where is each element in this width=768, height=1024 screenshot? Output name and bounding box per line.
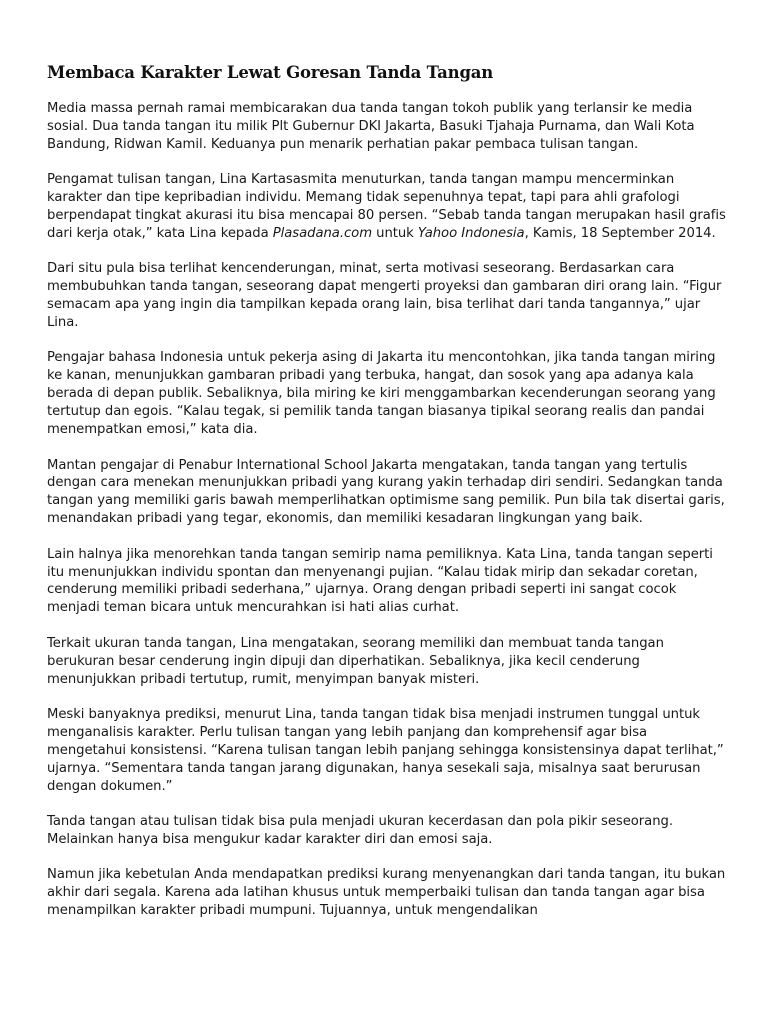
paragraph-2-text-c: untuk bbox=[372, 225, 418, 241]
article-title: Membaca Karakter Lewat Goresan Tanda Tangan bbox=[47, 63, 494, 82]
article-body bbox=[47, 62, 727, 938]
source-yahoo-indonesia: Yahoo Indonesia bbox=[417, 225, 525, 241]
paragraph-7: Terkait ukuran tanda tangan, Lina mengatakan, seorang memiliki dan membuat tanda tangan berukuran besar cenderung ingin dipuji dan diperhatikan. Sebaliknya, jika kecil cenderung menunjukkan pribadi tertutup, rumit, menyimpan banyak misteri. bbox=[47, 635, 664, 687]
paragraph-5: Mantan pengajar di Penabur International School Jakarta mengatakan, tanda tangan yang tertulis dengan cara menekan menunjukkan pribadi yang kurang yakin terhadap diri sendiri. Sedangkan tanda tangan yang memiliki garis bawah memperlihatkan optimisme sang pemilik. Pun bila tak disertai garis, menandakan pribadi yang tegar, ekonomis, dan memiliki kesadaran lingkungan yang baik. bbox=[47, 457, 725, 527]
paragraph-9: Tanda tangan atau tulisan tidak bisa pula menjadi ukuran kecerdasan dan pola pikir seseorang. Melainkan hanya bisa mengukur kadar karakter diri dan emosi saja. bbox=[47, 814, 673, 847]
paragraph-6: Lain halnya jika menorehkan tanda tangan semirip nama pemiliknya. Kata Lina, tanda tangan seperti itu menunjukkan individu spontan dan menyenangi pujian. “Kalau tidak mirip dan sekadar coretan, cenderung memiliki pribadi sederhana,” ujarnya. Orang dengan pribadi seperti ini sangat cocok menjadi teman bicara untuk mencurahkan isi hati alias curhat. bbox=[47, 546, 713, 616]
paragraph-4: Pengajar bahasa Indonesia untuk pekerja asing di Jakarta itu mencontohkan, jika tanda tangan miring ke kanan, menunjukkan gambaran pribadi yang terbuka, hangat, dan sosok yang apa adanya kala berada di depan publik. Sebaliknya, bila miring ke kiri menggambarkan kecenderungan seorang yang tertutup dan egois. “Kalau tegak, si pemilik tanda tangan biasanya tipikal seorang realis dan pandai menempatkan emosi,” kata dia. bbox=[47, 350, 716, 438]
paragraph-2 bbox=[47, 171, 727, 243]
paragraph-8: Meski banyaknya prediksi, menurut Lina, tanda tangan tidak bisa menjadi instrumen tunggal untuk menganalisis karakter. Perlu tulisan tangan yang lebih panjang dan komprehensif agar bisa mengetahui konsistensi. “Karena tulisan tangan lebih panjang sehingga konsistensinya dapat terlihat,” ujarnya. “Sementara tanda tangan jarang digunakan, hanya sesekali saja, misalnya saat berurusan dengan dokumen.” bbox=[47, 706, 724, 794]
paragraph-3: Dari situ pula bisa terlihat kencenderungan, minat, serta motivasi seseorang. Berdasarkan cara membubuhkan tanda tangan, seseorang dapat mengerti proyeksi dan gambaran diri orang lain. “Figur semacam apa yang ingin dia tampilkan kepada orang lain, bisa terlihat dari tanda tangannya,” ujar Lina. bbox=[47, 261, 722, 331]
paragraph-1: Media massa pernah ramai membicarakan dua tanda tangan tokoh publik yang terlansir ke media sosial. Dua tanda tangan itu milik Plt Gubernur DKI Jakarta, Basuki Tjahaja Purnama, dan Wali Kota Bandung, Ridwan Kamil. Keduanya pun menarik perhatian pakar pembaca tulisan tangan. bbox=[47, 101, 695, 152]
paragraph-10: Namun jika kebetulan Anda mendapatkan prediksi kurang menyenangkan dari tanda tangan, itu bukan akhir dari segala. Karena ada latihan khusus untuk memperbaiki tulisan dan tanda tangan agar bisa menampilkan karakter pribadi mumpuni. Tujuannya, untuk mengendalikan bbox=[47, 867, 726, 919]
source-plasadana: Plasadana.com bbox=[272, 225, 372, 241]
paragraph-2-text-e: , Kamis, 18 September 2014. bbox=[524, 225, 716, 241]
paragraph-2-text-a: Pengamat tulisan tangan, Lina Kartasasmita menuturkan, tanda tangan mampu mencerminkan karakter dan tipe kepribadian individu. Memang tidak sepenuhnya tepat, tapi para ahli grafologi berpendapat tingkat akurasi itu bisa mencapai 80 persen. “Sebab tanda tangan merupakan hasil grafis dari kerja otak,” kata Lina kepada bbox=[47, 172, 726, 241]
